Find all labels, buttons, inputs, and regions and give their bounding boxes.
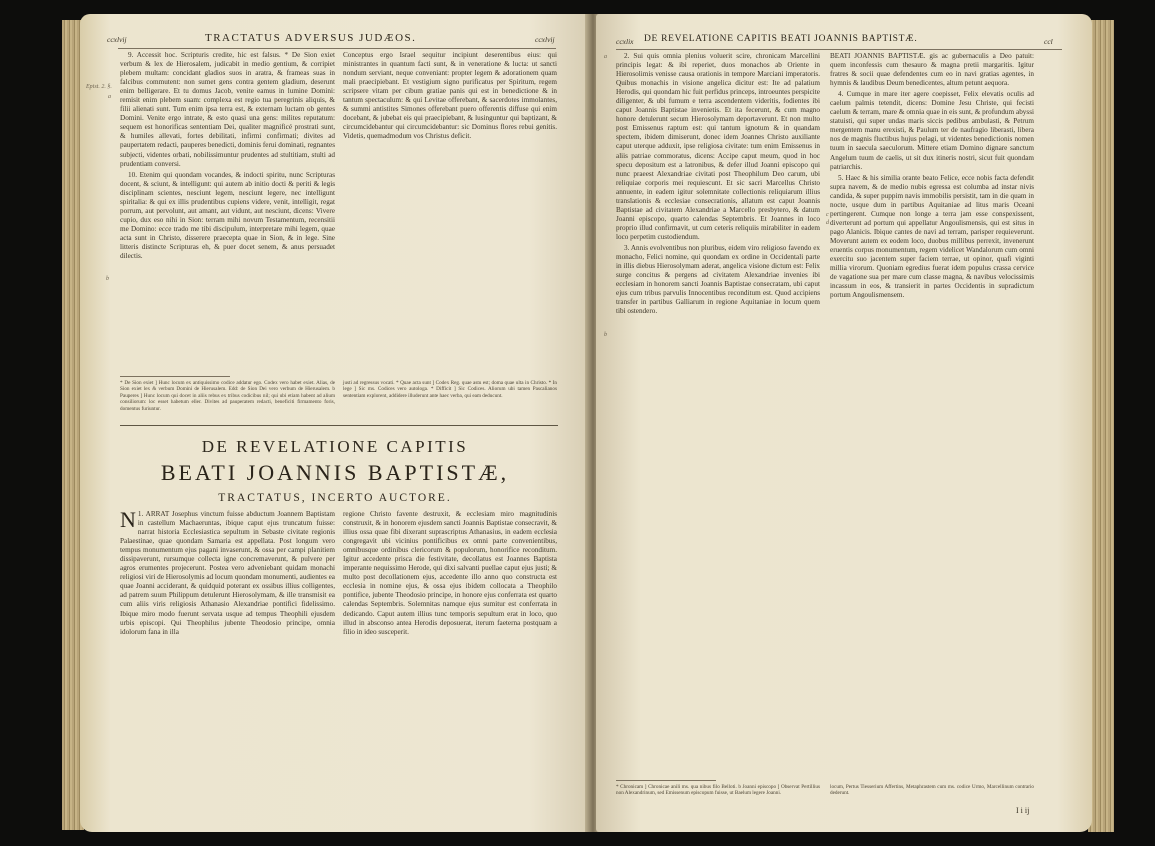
margin-note: a: [108, 94, 111, 100]
right-footnotes-col2: locum, Pertus Tiesserium Affertins, Metaphrastem cum ms. codice Urmo, Marcellinum contrario dederunt.: [830, 784, 1034, 797]
paragraph-9: 9. Accessit hoc. Scripturis credite, hic est falsus. * De Sion exiet verbum & lex de Hierosalem, judicabit in medio gentium, & corripiet plebem multam: concidant gladios suos in aratra, & frameas suas in falcibus commutent: non sumet gens contra gentem gladium, deserunt enim belligerare. Et tu domus Jacob, venite eamus in lumine Domini: remisit enim plebem suam: complexa est regio tua peregrinis aliquis, & filii alienati sunt. Tum enim ipsa terra est, & externam luctam ob gentes Domini. Venite ergo intrate, & esto quasi una gens: milites reputatum: sequem est honorificas sententiam Dei, qualiter magnificé prostrati sunt, & humiles allevati, fortes debilitati, infirmi confirmati; divites ad paupertatem redacti, pauperes benedicti, dominis ferui dominati, regnantes subjecti, videntes orbati, nobilissimuntur prudentes ad stultitiam, stulti ad prudentiam conversi.: [120, 51, 335, 168]
title-rule: [120, 425, 558, 426]
left-upper-column-1: [120, 51, 335, 263]
right-page-folio-right: ccl: [1044, 37, 1053, 46]
left-page-folio-right: ccxlvij: [535, 35, 555, 44]
header-rule: [616, 49, 1062, 50]
margin-note: Epist. 2. §.: [86, 84, 112, 90]
margin-note: b: [106, 276, 109, 282]
right-page-folio: ccxlix: [616, 37, 634, 46]
treatise-title-line-1: DE REVELATIONE CAPITIS: [201, 437, 469, 456]
paragraph-3: 3. Annis evolventibus non pluribus, eidem viro religioso favendo ex monacho, Felici nomine, qui quondam ex ordine in Occidentali parte in illis diebus Hierosolymam aderat, angelica visione dictum est: Felix surge concitus & pergens ad civitatem Alexandriae invenies ibi ecclesiam in honorem sancti Joannis Baptistae consecratam, ubi caput ejus cum tribus parvulis Innocentibus reconditum est. Quod accipiens transfer in partibus Galliarum in regione Aquitaniae in locum quem tibi ostendero.: [616, 243, 820, 316]
left-upper-column-2: [343, 51, 557, 143]
right-column-1: [616, 52, 820, 318]
paragraph-1: 1. ARRAT Josephus vinctum fuisse abductum Joannem Baptistam in castellum Machaeruntas, ibique caput ejus truncatum fuisse: narrat historia Ecclesiastica sepultum in Sebaste civitate regionis Palaestinae, quae quondam Samaria est appellata. Post longum vero tempus monumentum ejus pagani invaserunt, & ossa per campi planitiem dissipaverunt, rursumque collecta igne concremaverunt, & pulvere per agros erumentes projecerunt. Postea vero adveniebant quidam monachi religiosi viri de Hierosolymis ad locum quondam monumenti, audientes ea quae Joanni acciderant, & quidquid poterant ex ossibus illius colligentes, ad patrem suum Philippum detulerunt Hierosolymam, & ille transmisit ea cum aliis viris religiosis Athanasio Alexandriae pontifici fidelissimo. Ibique miro modo fuerunt servata usque ad tempus Theophili ejusdem urbis episcopi. Qui Theophilus jubente Theodosio principe, omnia idolorum fana in illa: [120, 510, 335, 636]
treatise-column-2: [343, 510, 557, 637]
treatise-column-1: [120, 507, 335, 637]
right-running-head: DE REVELATIONE CAPITIS BEATI JOANNIS BAPTISTÆ.: [644, 34, 918, 44]
signature-mark: I i ij: [1016, 806, 1030, 815]
footnote-rule: [120, 376, 230, 377]
right-footnotes-col1: * Chronicam ] Chronicae anili ms. qua nibus filo Belloti. b Joanni episcopo ] Observat Pertillius non Alexandrinum, sed Emissenum episcopum fuisse, ut Baelum legere Joanni.: [616, 784, 820, 797]
header-rule: [118, 48, 556, 49]
margin-note: b: [604, 332, 607, 338]
margin-note: c: [826, 212, 829, 218]
paragraph-continued: Conceptus ergo Israel sequitur incipiunt deserentibus eius: qui ministrantes in quantum facti sunt, & in veneratione & lucta: ut sancti nondum serviant, neque conveniant: propter legem & adorationem quam mali praecipiebant. Et vestigium signo purificatus per Spiritum, regem scripsere vitam per cibum gratiae panis qui est in benedictione & in tantum spectaculum: & qui Levitae offerebant, & sacerdotes immolantes, & summi antistites Simones offerebant puero offerentis diffuse qui enim docebant, & jubebat eis qui praecipiebant, & lusinguntur qui baptizant, & circumcidebantur qui circumcidebantur: sic Dominus flores rebui genitis. Videtis, quemadmodum vos Christus deficit.: [343, 51, 557, 141]
right-column-2: [830, 52, 1034, 302]
left-running-head: TRACTATUS ADVERSUS JUDÆOS.: [205, 32, 417, 44]
left-page-folio: ccxlvij: [107, 35, 127, 44]
right-page: [596, 14, 1092, 832]
paragraph-5: 5. Haec & his similia orante beato Felice, ecce nobis facta defendit supra navem, & de medio nubis egressa est columba ad instar nivis candida, & super puppim navis immobilis persistit, tam in die quam in nocte, usque dum in partibus Aquitaniae ad litus maris Oceani pertingerent. Cumque non longe a terra jam esse conspexissent, diverterunt ad portum qui appellatur Angoulismensis, qui est situs in pago Alanicis. Ibique cantes de navi ad terram, parisper requieverunt. Moverunt autem ex eodem loco, duobus millibus perrexit, invenerunt eruentis corpus monumentum, regem videlicet Wandalorum cum omni exercitu suo jacentem super faciem terrae, ut opinor, quafi viginti millia virorum. Quoniam egredius fuerat idem populus crassa cervice de vagatione sua per mare cum classe magna, & navibus velocissimis incassum in eos, & transierit in partes Occidentis in supradictum portum Angoulismensem.: [830, 173, 1034, 300]
margin-note: d: [826, 220, 829, 226]
margin-note: a: [604, 54, 607, 60]
paragraph-4: 4. Cumque in mare iter agere coepisset, Felix elevatis oculis ad caelum palmis tetendit, dicens: Domine Jesu Christe, qui fecisti caelum & terram, mare & omnia quae in eis sunt, & profundum abyssi statuisti, qui super undas maris siccis pedibus ambulasti, & Petrum mergentem manu erexisti, & Paulum ter de naufragio liberasti, libera nos de magnis fluctibus hujus pelagi, ut videntes benedictionis nomen tuum in saecula saeculorum. Mittere etiam Domino dignare sanctum Angelum tuum de caelis, ut sit dux itineris nostri, sicut fuit quondam patriarchis.: [830, 90, 1034, 171]
paragraph-3-continued: BEATI JOANNIS BAPTISTÆ. gis ac gubernaculis a Deo patuit: quem inconfessis cum thesauro & magna pretii margaritis. Igitur fratres & socii quae defendentes cum eo in navi gratias agentes, in hymnis & laudibus Deum benedicentes, altum petunt aequora.: [830, 52, 1034, 88]
treatise-title-line-2: BEATI JOANNIS BAPTISTÆ,: [160, 460, 510, 485]
left-footnotes-col1: * De Sion exiet ] Hunc locum ex antiquissimo codice addatur ego. Codex vero habet exiet. Alias, de Sion exiet lex & verbum Domini de Hierusalem. Edd: de Sion Dei vero verbum de Hierusalem. b Pauperes ] Hunc locum qui docet in aliis rebus ex tribus codicibus nil; qui ubi etiam habent ad alium consiliorum: loc esset habetum eller. Divites ad pauperatem redacti, beneficiti firmamento foris, domentus furiuntur.: [120, 380, 335, 412]
drop-capital: N: [120, 507, 136, 532]
left-page: [80, 14, 590, 832]
treatise-subtitle: TRACTATUS, INCERTO AUCTORE.: [218, 492, 452, 504]
paragraph-10: 10. Etenim qui quondam vocandes, & indocti spiritu, nunc Scripturas docent, & sciunt, & intelligunt: qui autem ab initio docti & periti & legis disciplinam scientes, nesciunt legem, nesciunt legere, nec intelligunt spiritalia: & qui ex illis prudentibus cupiens videre, venit, intelligit, regat porrum, aut pervolunt, aut amant, aut vidunt, aut nesciunt, dicens: Vivere cupio, dux eso nihi in Sion: terram mihi novum Testamentum, recensitii me Domino: ecce trado me tibi discipulum, interpretare mihi legem, quae acta sunt in Christo, disserere praecepta quae in Sion, & in lege. Sine litteris distincte Scripturas eh, & puer docet senem, & anus persuadet dilectis.: [120, 170, 335, 261]
paragraph-2: 2. Sui quis omnia plenius voluerit scire, chronicam Marcellini principis legat: & ibi reperiet, duos monachos ab Oriente in Hierosolimis venisse causa orationis in tempore Marciani imperatoris. Quibus monachis in visione angelica dicitur est: Ite ad palatium Herodis, qui quondam hic fuit perfidus princeps, introeuntes perspicite diligenter, & ubi fumum e terra ascendentem videritis, fodientes ibi caput Joannis Baptistae invenietis. Et ita fecerunt, & cum magno honore detulerunt secum Hierosolymam deportaverunt. Et non multo post Emissenus raptum est: qui tantum ignotum & in quandam spectem, ibidem dimiserunt, donec idem Joannes Christo auxiliante caput uterque adduxit, ipse religiosa civitate: tum enim Emissenus in aliis patriae commoratus, dicens: Accipe caput meum, quod in hoc specu depositum est a latronibus, & defer illud Joanni episcopo qui nunc praeest Alexandriae civitati post Theophilum Deo carum, ubi reliquiae corporis mei requiescunt. Et sic sacri Marcellus Christo annuente, in eadem igitur solemnitate collectionis reliquiarum illius translationis & ecclesiae consecrationis, allatum est caput Joannis Baptistae ad civitatem Alexandriae a Marcello presbytero, & datum Joanni episcopo, quarto calendas Septembris. Et Joannes in loco proprio illud confirmavit, ut cum ceteris reliquiis mirabiliter in eadem loco perpetim custodiendum.: [616, 52, 820, 241]
footnote-rule: [616, 780, 716, 781]
paragraph-1-continued: regione Christo favente destruxit, & ecclesiam miro magnitudinis construxit, & in honorem ejusdem sancti Joannis Baptistae consecravit, & illius ossa quae fibi dixerant suprascriptus Athanasius, in eadem ecclesia congregavit ubi vicinius pontificibus ex omni parte convenientibus, omnibusque ordinibus clericorum & populorum, honorifice reconditum. Igitur accedente prisca die festivitate, decollatus est Joannes Baptista imperante nequissimo Herode, qui dixi salvanti puellae caput ejus justi; & multo post decollationem ejus, accedente illo anno quo constructa est ecclesia in nomine ejus, & ossa ejus ibidem collocata a Theophilo pontifice, jubente Theodosio principe, in honore ejus conferrata est quarto calendas Septembris. Solemnitas namque ejus sumitur est conferrata in dedicando. Caput autem illius tunc temporis sepultum erat in loco, quo illud in absconso antea Herodis deposuerat, iterum faeterna postquam a filio in ideo susceperit.: [343, 510, 557, 636]
left-footnotes-col2: justi ad regressus vocati. * Quae acta sunt ] Codex Reg. quae astu est; doma quae ulta in Christo. * In lege ] Sic ms. Codices vero autologa. * Difficit ] Sic Codices. Aliorum ubi tamen Pascalianos sententiam explorent, addidere illuderunt ante haec verba, qui eam deducunt.: [343, 380, 557, 399]
